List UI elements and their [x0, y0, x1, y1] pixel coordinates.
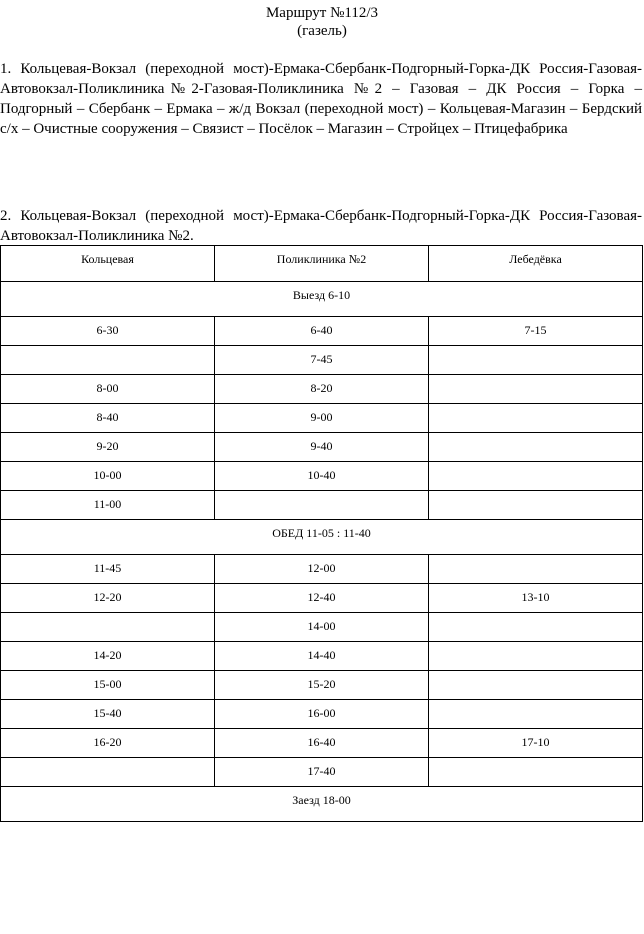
table-cell	[429, 462, 643, 491]
table-span-cell: ОБЕД 11-05 : 11-40	[1, 520, 643, 555]
table-row	[1, 642, 643, 671]
table-cell	[429, 555, 643, 584]
table-cell: 6-40	[215, 317, 429, 346]
table-row	[1, 375, 643, 404]
table-row	[1, 491, 643, 520]
table-row	[1, 462, 643, 491]
table-row	[1, 729, 643, 758]
table-cell: 15-40	[1, 700, 215, 729]
table-cell: 10-40	[215, 462, 429, 491]
table-cell: 14-40	[215, 642, 429, 671]
table-cell: 12-40	[215, 584, 429, 613]
table-cell: 10-00	[1, 462, 215, 491]
route-title: Маршрут №112/3	[265, 5, 379, 21]
table-row	[1, 584, 643, 613]
table-cell: 9-40	[215, 433, 429, 462]
table-row	[1, 671, 643, 700]
table-cell: 14-20	[1, 642, 215, 671]
table-cell	[429, 700, 643, 729]
table-span-cell: Выезд 6-10	[1, 282, 643, 317]
table-cell: 11-45	[1, 555, 215, 584]
schedule-table	[0, 245, 643, 822]
table-row	[1, 758, 643, 787]
table-cell: 16-00	[215, 700, 429, 729]
column-header-koltsevaya: Кольцевая	[1, 246, 215, 282]
vehicle-type: (газель)	[297, 23, 347, 39]
table-cell: 17-40	[215, 758, 429, 787]
table-row	[1, 346, 643, 375]
table-cell	[1, 346, 215, 375]
table-cell: 12-20	[1, 584, 215, 613]
table-cell	[429, 758, 643, 787]
table-row	[1, 433, 643, 462]
route-1-description: 1. Кольцевая-Вокзал (переходной мост)-Ермака-Сбербанк-Подгорный-Горка-ДК Россия-Газовая-Автовокзал-Поликлиника№2-Газовая-Поликлиника №2 – Газовая – ДК Россия – Горка – Подгорный – Сбербанк – Ермака – ж/д Вокзал (переходной мост) – Кольцевая-Магазин – Бердский с/х – Очистные сооружения – Связист – Посёлок – Магазин – Стройцех – Птицефабрика	[0, 61, 642, 137]
table-cell	[429, 346, 643, 375]
table-cell: 15-00	[1, 671, 215, 700]
table-cell	[1, 613, 215, 642]
table-cell: 9-20	[1, 433, 215, 462]
table-cell: 12-00	[215, 555, 429, 584]
table-cell: 8-40	[1, 404, 215, 433]
table-span-cell: Заезд 18-00	[1, 787, 643, 822]
table-cell: 14-00	[215, 613, 429, 642]
table-cell	[429, 491, 643, 520]
table-span-row	[1, 520, 643, 555]
table-header-row	[1, 246, 643, 282]
table-row	[1, 404, 643, 433]
table-row	[1, 613, 643, 642]
column-header-poliklinika: Поликлиника №2	[215, 246, 429, 282]
table-cell: 13-10	[429, 584, 643, 613]
column-header-lebedevka: Лебедёвка	[429, 246, 643, 282]
table-cell: 17-10	[429, 729, 643, 758]
table-cell	[429, 642, 643, 671]
table-row	[1, 317, 643, 346]
table-cell	[429, 375, 643, 404]
table-cell: 7-45	[215, 346, 429, 375]
table-cell: 6-30	[1, 317, 215, 346]
table-cell: 11-00	[1, 491, 215, 520]
table-cell	[429, 404, 643, 433]
table-row	[1, 555, 643, 584]
schedule-body	[1, 246, 643, 822]
route-2-description: 2. Кольцевая-Вокзал (переходной мост)-Ермака-Сбербанк-Подгорный-Горка-ДК Россия-Газовая-Автовокзал-Поликлиника №2.	[0, 208, 642, 244]
table-cell	[429, 433, 643, 462]
table-cell: 8-00	[1, 375, 215, 404]
table-row	[1, 700, 643, 729]
table-cell: 8-20	[215, 375, 429, 404]
table-cell	[1, 758, 215, 787]
table-cell: 7-15	[429, 317, 643, 346]
table-cell: 15-20	[215, 671, 429, 700]
table-cell: 9-00	[215, 404, 429, 433]
table-cell	[429, 613, 643, 642]
table-span-row	[1, 787, 643, 822]
table-cell	[429, 671, 643, 700]
table-span-row	[1, 282, 643, 317]
table-cell: 16-20	[1, 729, 215, 758]
table-cell: 16-40	[215, 729, 429, 758]
table-cell	[215, 491, 429, 520]
